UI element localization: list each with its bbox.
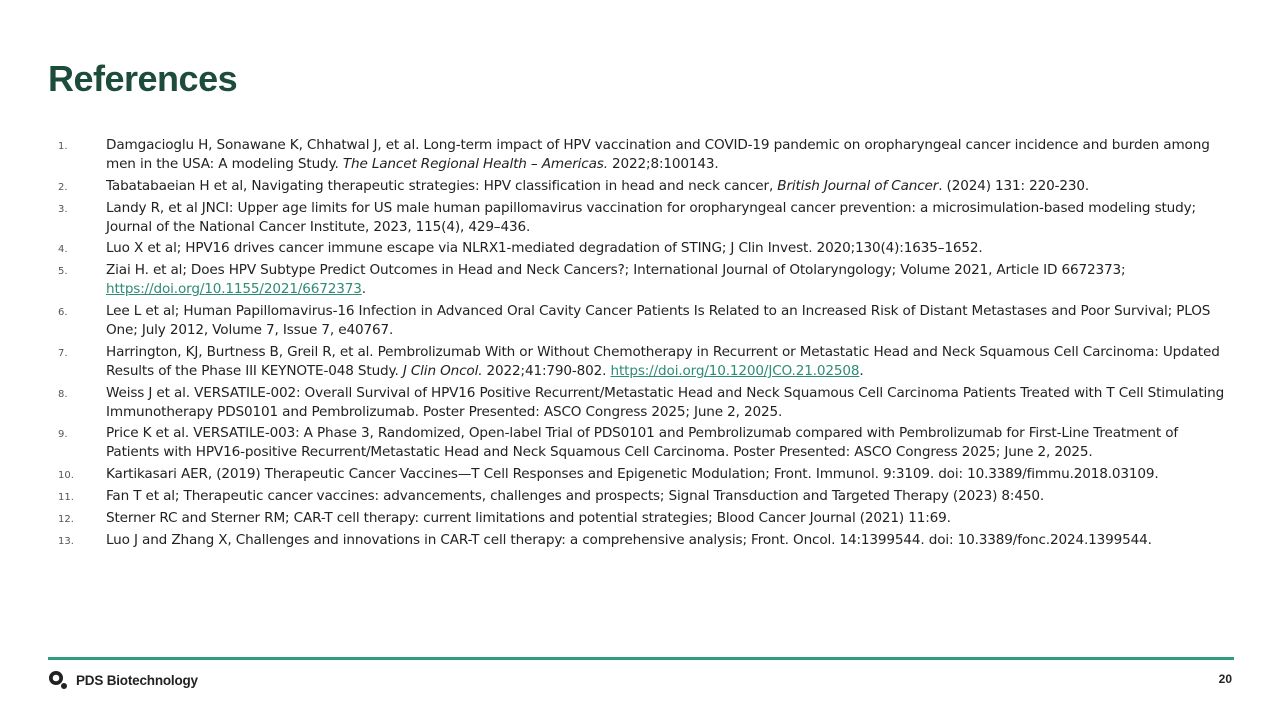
page-number: 20 xyxy=(1218,672,1232,686)
footer-divider xyxy=(48,657,1234,660)
reference-text: Kartikasari AER, (2019) Therapeutic Cancer Vaccines—T Cell Responses and Epigenetic Modulation; Front. Immunol. 9:3109. doi: 10.3389/fimmu.2018.03109. xyxy=(106,466,1159,483)
reference-citation: 2022;41:790-802. xyxy=(482,362,611,379)
reference-item xyxy=(58,136,1228,174)
brand-logo xyxy=(48,670,198,690)
reference-text: Lee L et al; Human Papillomavirus-16 Infection in Advanced Oral Cavity Cancer Patients Is Related to an Increased Risk of Distant Metastases and Poor Survival; PLOS One; July 2012, Volume 7, Issue 7, e40767. xyxy=(106,302,1211,338)
reference-list xyxy=(58,136,1228,552)
reference-item xyxy=(58,531,1228,550)
reference-item xyxy=(58,343,1228,381)
reference-number: 13. xyxy=(58,535,74,547)
reference-journal: J Clin Oncol. xyxy=(402,362,483,379)
reference-text: Sterner RC and Sterner RM; CAR-T cell therapy: current limitations and potential strategies; Blood Cancer Journal (2021) 11:69. xyxy=(106,509,951,526)
reference-text: Harrington, KJ, Burtness B, Greil R, et al. Pembrolizumab With or Without Chemotherapy in Recurrent or Metastatic Head and Neck Squamous Cell Carcinoma: Updated Results of the Phase III KEYNOTE-048 Study. xyxy=(106,343,1220,379)
reference-number: 6. xyxy=(58,306,68,318)
reference-number: 12. xyxy=(58,513,74,525)
reference-number: 7. xyxy=(58,347,68,359)
reference-number: 9. xyxy=(58,429,68,441)
reference-item xyxy=(58,384,1228,422)
reference-text: Luo X et al; HPV16 drives cancer immune escape via NLRX1-mediated degradation of STING; J Clin Invest. 2020;130(4):1635–1652. xyxy=(106,240,983,257)
reference-journal: The Lancet Regional Health – Americas. xyxy=(342,156,608,172)
reference-item xyxy=(58,465,1228,484)
reference-item xyxy=(58,424,1228,462)
reference-text: Price K et al. VERSATILE-003: A Phase 3, Randomized, Open-label Trial of PDS0101 and Pembrolizumab compared with Pembrolizumab for First-Line Treatment of Patients with HPV16-positive Recurrent/Metastatic Head and Neck Squamous Cell Carcinoma. Poster Presented: ASCO Congress 2025; June 2, 2025. xyxy=(106,425,1179,461)
reference-citation: . (2024) 131: 220-230. xyxy=(938,177,1090,194)
reference-item xyxy=(58,177,1228,196)
reference-number: 10. xyxy=(58,470,74,482)
brand-name: PDS Biotechnology xyxy=(76,672,198,688)
reference-number: 4. xyxy=(58,244,68,256)
reference-number: 11. xyxy=(58,491,74,503)
reference-text: Fan T et al; Therapeutic cancer vaccines: advancements, challenges and prospects; Signal Transduction and Targeted Therapy (2023) 8:450. xyxy=(106,487,1044,504)
reference-text: Weiss J et al. VERSATILE-002: Overall Survival of HPV16 Positive Recurrent/Metastatic Head and Neck Squamous Cell Carcinoma Patients Treated with T Cell Stimulating Immunotherapy PDS0101 and Pembrolizumab. Poster Presented: ASCO Congress 2025; June 2, 2025. xyxy=(106,384,1225,420)
reference-item xyxy=(58,487,1228,506)
reference-number: 5. xyxy=(58,266,68,278)
reference-text: Ziai H. et al; Does HPV Subtype Predict Outcomes in Head and Neck Cancers?; International Journal of Otolaryngology; Volume 2021, Article ID 6672373; xyxy=(106,262,1126,279)
pds-logo-icon xyxy=(48,670,68,690)
reference-item xyxy=(58,261,1228,299)
reference-item xyxy=(58,302,1228,340)
reference-citation: 2022;8:100143. xyxy=(607,156,719,172)
reference-number: 3. xyxy=(58,203,68,215)
reference-text: Tabatabaeian H et al, Navigating therapeutic strategies: HPV classification in head and neck cancer, xyxy=(106,177,778,194)
reference-item xyxy=(58,509,1228,528)
doi-link[interactable]: https://doi.org/10.1200/JCO.21.02508 xyxy=(610,362,860,379)
reference-number: 1. xyxy=(58,141,68,152)
reference-text: Damgacioglu H, Sonawane K, Chhatwal J, et al. Long-term impact of HPV vaccination and COVID-19 pandemic on oropharyngeal cancer incidence and burden among men in the USA: A modeling Study. xyxy=(106,137,1210,172)
doi-link[interactable]: https://doi.org/10.1155/2021/6672373 xyxy=(106,281,362,298)
reference-item xyxy=(58,239,1228,258)
reference-citation-end: . xyxy=(859,362,864,379)
reference-text: Landy R, et al JNCI: Upper age limits for US male human papillomavirus vaccination for oropharyngeal cancer prevention: a microsimulation-based modeling study; Journal of the National Cancer Institute, 2023, 115(4), 429–436. xyxy=(106,199,1196,235)
reference-item xyxy=(58,199,1228,237)
reference-number: 8. xyxy=(58,388,68,400)
reference-citation: . xyxy=(361,281,366,298)
reference-number: 2. xyxy=(58,181,68,193)
reference-text: Luo J and Zhang X, Challenges and innovations in CAR-T cell therapy: a comprehensive analysis; Front. Oncol. 14:1399544. doi: 10.3389/fonc.2024.1399544. xyxy=(106,531,1152,548)
reference-journal: British Journal of Cancer xyxy=(777,177,939,194)
page-title: References xyxy=(48,58,238,99)
